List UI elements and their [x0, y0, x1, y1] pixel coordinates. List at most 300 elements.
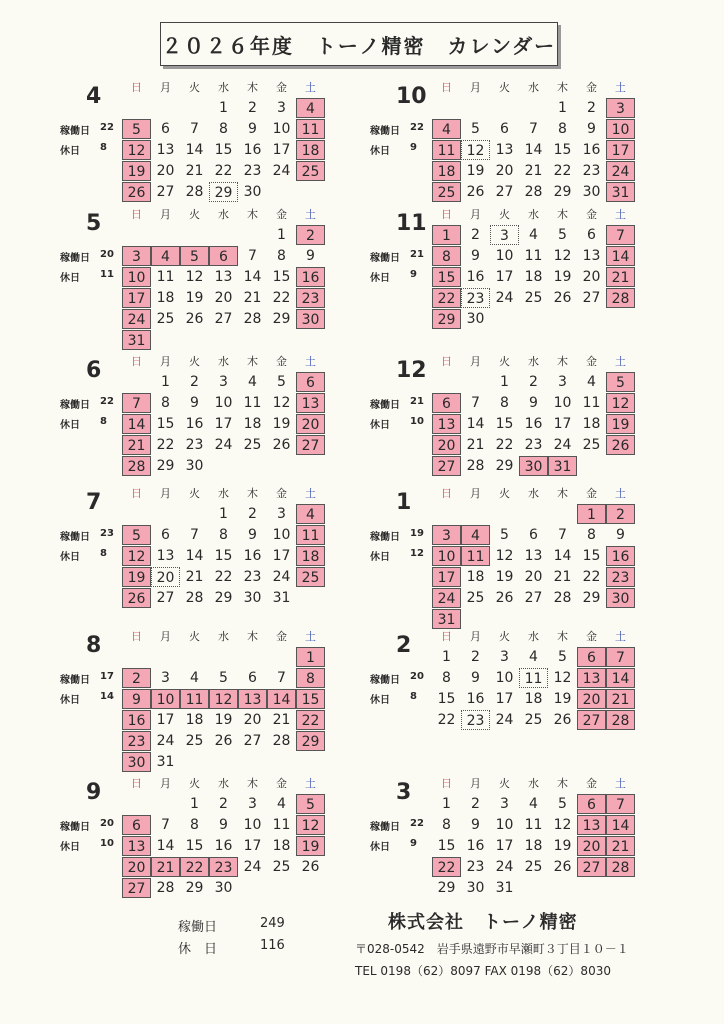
day-cell: 5: [558, 227, 567, 243]
holiday-cell: 28: [606, 288, 635, 308]
day-cell: 16: [466, 269, 485, 285]
month-number: 5: [86, 211, 102, 236]
weekday-label: 木: [557, 81, 568, 94]
holiday-cell: 19: [122, 161, 151, 181]
day-cell: 31: [495, 880, 514, 896]
work-days-value: 17: [100, 671, 114, 682]
day-cell: 29: [437, 880, 456, 896]
weekday-label: 日: [441, 487, 452, 500]
day-cell: 4: [277, 796, 286, 812]
off-days-label: 休日: [370, 146, 390, 157]
day-cell: 7: [248, 248, 257, 264]
day-cell: 13: [214, 269, 233, 285]
holiday-cell: 27: [432, 456, 461, 476]
holiday-cell: 13: [432, 414, 461, 434]
day-cell: 18: [582, 416, 601, 432]
work-days-value: 21: [410, 249, 424, 260]
weekday-label: 金: [586, 208, 597, 221]
day-cell: 13: [524, 548, 543, 564]
holiday-cell: 1: [577, 504, 606, 524]
holiday-cell: 31: [548, 456, 577, 476]
day-cell: 4: [248, 374, 257, 390]
day-cell: 14: [524, 142, 543, 158]
day-cell: 16: [214, 838, 233, 854]
holiday-cell: 6: [209, 246, 238, 266]
day-cell: 24: [495, 290, 514, 306]
off-days-label: 休日: [60, 273, 80, 284]
work-days-stat: [60, 528, 124, 543]
off-days-stat: [60, 416, 124, 431]
day-cell: 24: [243, 859, 262, 875]
off-days-label: 休日: [60, 695, 80, 706]
day-cell: 26: [185, 311, 204, 327]
weekday-label: 土: [615, 208, 626, 221]
weekday-label: 土: [615, 630, 626, 643]
day-cell: 24: [272, 569, 291, 585]
weekday-label: 火: [499, 777, 510, 790]
day-cell: 30: [243, 590, 262, 606]
day-cell: 15: [553, 142, 572, 158]
month-number: 6: [86, 358, 102, 383]
weekday-label: 土: [305, 208, 316, 221]
day-cell: 10: [495, 670, 514, 686]
holiday-cell: 22: [180, 857, 209, 877]
off-days-stat: [370, 416, 434, 431]
day-cell: 25: [524, 859, 543, 875]
holiday-cell: 20: [577, 836, 606, 856]
holiday-cell: 7: [606, 794, 635, 814]
day-cell: 20: [495, 163, 514, 179]
work-days-label: 稼働日: [60, 532, 90, 543]
day-cell: 8: [442, 670, 451, 686]
day-cell: 25: [156, 311, 175, 327]
off-days-stat: [370, 838, 434, 853]
holiday-cell: 12: [209, 689, 238, 709]
day-cell: 23: [243, 163, 262, 179]
day-cell: 9: [190, 395, 199, 411]
day-cell: 1: [558, 100, 567, 116]
day-cell: 24: [553, 437, 572, 453]
holiday-cell: 25: [296, 161, 325, 181]
holiday-cell: 12: [296, 815, 325, 835]
work-days-label: 稼働日: [60, 675, 90, 686]
holiday-cell: 20: [122, 857, 151, 877]
weekday-label: 水: [528, 777, 539, 790]
day-cell: 30: [185, 458, 204, 474]
day-cell: 7: [471, 395, 480, 411]
weekday-label: 金: [586, 355, 597, 368]
weekday-label: 土: [615, 81, 626, 94]
day-cell: 29: [582, 590, 601, 606]
holiday-cell: 23: [209, 857, 238, 877]
holiday-cell: 22: [296, 710, 325, 730]
holiday-cell: 2: [122, 668, 151, 688]
holiday-cell: 20: [296, 414, 325, 434]
weekday-label: 月: [160, 208, 171, 221]
day-cell: 18: [466, 569, 485, 585]
holiday-cell: 18: [296, 546, 325, 566]
holiday-cell: 14: [606, 246, 635, 266]
holiday-cell: 23: [296, 288, 325, 308]
off-days-stat: [370, 142, 434, 157]
day-cell: 3: [248, 796, 257, 812]
weekday-label: 火: [189, 777, 200, 790]
off-days-label: 休日: [60, 146, 80, 157]
holiday-cell: 27: [122, 878, 151, 898]
holiday-cell: 5: [606, 372, 635, 392]
holiday-cell: 2: [296, 225, 325, 245]
day-cell: 1: [161, 374, 170, 390]
work-days-stat: [60, 249, 124, 264]
day-cell: 11: [243, 395, 262, 411]
work-days-value: 22: [410, 818, 424, 829]
day-cell: 10: [553, 395, 572, 411]
weekday-label: 月: [470, 630, 481, 643]
holiday-cell: 7: [606, 647, 635, 667]
off-days-value: 11: [100, 269, 114, 280]
month-number: 7: [86, 490, 102, 515]
day-cell: 8: [558, 121, 567, 137]
day-cell: 29: [495, 458, 514, 474]
day-cell: 6: [529, 527, 538, 543]
work-days-label: 稼働日: [60, 126, 90, 137]
day-cell: 13: [156, 142, 175, 158]
day-cell: 17: [553, 416, 572, 432]
weekday-label: 金: [276, 630, 287, 643]
holiday-cell: 26: [122, 182, 151, 202]
holiday-cell: 6: [577, 647, 606, 667]
day-cell: 24: [272, 163, 291, 179]
day-cell: 2: [248, 100, 257, 116]
day-cell: 7: [190, 527, 199, 543]
day-cell: 4: [587, 374, 596, 390]
day-cell: 30: [466, 311, 485, 327]
weekday-label: 土: [615, 355, 626, 368]
weekday-label: 金: [586, 630, 597, 643]
work-days-value: 22: [100, 396, 114, 407]
holiday-cell: 30: [606, 588, 635, 608]
day-cell: 16: [243, 142, 262, 158]
weekday-label: 月: [160, 487, 171, 500]
day-cell: 25: [582, 437, 601, 453]
holiday-cell: 22: [432, 288, 461, 308]
day-cell: 1: [219, 506, 228, 522]
weekday-label: 火: [499, 630, 510, 643]
day-cell: 12: [495, 548, 514, 564]
weekday-label: 水: [218, 630, 229, 643]
work-days-value: 20: [100, 249, 114, 260]
day-cell: 21: [553, 569, 572, 585]
day-cell: 11: [156, 269, 175, 285]
weekday-label: 火: [499, 487, 510, 500]
day-cell: 8: [277, 248, 286, 264]
day-cell: 27: [495, 184, 514, 200]
off-days-value: 14: [100, 691, 114, 702]
holiday-cell: 4: [296, 504, 325, 524]
day-cell: 21: [466, 437, 485, 453]
holiday-cell: 27: [296, 435, 325, 455]
work-days-label: 稼働日: [370, 532, 400, 543]
company-tel: TEL 0198（62）8097 FAX 0198（62）8030: [355, 964, 611, 978]
day-cell: 17: [495, 691, 514, 707]
day-cell: 8: [219, 121, 228, 137]
holiday-cell: 29: [432, 309, 461, 329]
off-days-value: 9: [410, 142, 417, 153]
holiday-cell: 27: [577, 710, 606, 730]
day-cell: 28: [156, 880, 175, 896]
weekday-label: 木: [557, 630, 568, 643]
holiday-cell: 4: [296, 98, 325, 118]
day-cell: 21: [272, 712, 291, 728]
work-days-stat: [370, 671, 434, 686]
holiday-cell: 11: [432, 140, 461, 160]
day-cell: 10: [495, 248, 514, 264]
weekday-label: 水: [528, 208, 539, 221]
total-work-value: 249: [260, 916, 285, 931]
day-cell: 7: [190, 121, 199, 137]
day-cell: 5: [471, 121, 480, 137]
holiday-cell: 13: [577, 668, 606, 688]
weekday-label: 月: [470, 487, 481, 500]
day-cell: 24: [495, 859, 514, 875]
day-cell: 23: [243, 569, 262, 585]
day-cell: 22: [553, 163, 572, 179]
holiday-cell: 17: [606, 140, 635, 160]
holiday-cell: 26: [606, 435, 635, 455]
day-cell: 4: [529, 796, 538, 812]
day-cell: 2: [248, 506, 257, 522]
holiday-cell: 21: [606, 836, 635, 856]
day-cell: 21: [524, 163, 543, 179]
holiday-cell: 31: [432, 609, 461, 629]
day-cell: 8: [190, 817, 199, 833]
holiday-cell: 7: [122, 393, 151, 413]
day-cell: 23: [461, 710, 490, 730]
holiday-cell: 17: [432, 567, 461, 587]
off-days-value: 9: [410, 838, 417, 849]
day-cell: 7: [529, 121, 538, 137]
day-cell: 23: [185, 437, 204, 453]
month-number: 11: [396, 211, 427, 236]
holiday-cell: 13: [238, 689, 267, 709]
work-days-stat: [370, 528, 434, 543]
day-cell: 26: [495, 590, 514, 606]
weekday-label: 金: [276, 81, 287, 94]
day-cell: 15: [272, 269, 291, 285]
day-cell: 29: [553, 184, 572, 200]
day-cell: 25: [524, 712, 543, 728]
weekday-label: 月: [160, 777, 171, 790]
day-cell: 28: [185, 590, 204, 606]
day-cell: 6: [161, 121, 170, 137]
day-cell: 2: [190, 374, 199, 390]
month-number: 10: [396, 84, 427, 109]
off-days-value: 8: [410, 691, 417, 702]
weekday-label: 水: [528, 355, 539, 368]
day-cell: 9: [471, 248, 480, 264]
holiday-cell: 6: [122, 815, 151, 835]
day-cell: 28: [243, 311, 262, 327]
work-days-stat: [60, 396, 124, 411]
day-cell: 10: [243, 817, 262, 833]
day-cell: 29: [214, 590, 233, 606]
day-cell: 17: [156, 712, 175, 728]
holiday-cell: 31: [606, 182, 635, 202]
holiday-cell: 7: [606, 225, 635, 245]
holiday-cell: 23: [122, 731, 151, 751]
weekday-label: 月: [470, 777, 481, 790]
day-cell: 2: [471, 227, 480, 243]
holiday-cell: 3: [432, 525, 461, 545]
weekday-label: 火: [189, 487, 200, 500]
day-cell: 8: [587, 527, 596, 543]
work-days-stat: [370, 818, 434, 833]
day-cell: 28: [524, 184, 543, 200]
day-cell: 19: [185, 290, 204, 306]
work-days-label: 稼働日: [60, 822, 90, 833]
off-days-stat: [60, 548, 124, 563]
holiday-cell: 29: [296, 731, 325, 751]
day-cell: 8: [219, 527, 228, 543]
day-cell: 16: [582, 142, 601, 158]
work-days-value: 21: [410, 396, 424, 407]
holiday-cell: 22: [432, 857, 461, 877]
day-cell: 29: [156, 458, 175, 474]
month-number: 2: [396, 633, 412, 658]
day-cell: 12: [553, 248, 572, 264]
weekday-label: 水: [218, 777, 229, 790]
month-number: 9: [86, 780, 102, 805]
day-cell: 29: [272, 311, 291, 327]
weekday-label: 金: [276, 208, 287, 221]
holiday-cell: 23: [606, 567, 635, 587]
holiday-cell: 25: [296, 567, 325, 587]
weekday-label: 日: [441, 355, 452, 368]
day-cell: 28: [466, 458, 485, 474]
day-cell: 15: [156, 416, 175, 432]
day-cell: 18: [524, 691, 543, 707]
day-cell: 18: [272, 838, 291, 854]
holiday-cell: 21: [606, 689, 635, 709]
day-cell: 27: [156, 184, 175, 200]
day-cell: 27: [214, 311, 233, 327]
off-days-value: 10: [100, 838, 114, 849]
weekday-label: 日: [131, 777, 142, 790]
work-days-stat: [60, 122, 124, 137]
work-days-label: 稼働日: [370, 675, 400, 686]
holiday-cell: 13: [122, 836, 151, 856]
day-cell: 15: [214, 142, 233, 158]
day-cell: 25: [466, 590, 485, 606]
day-cell: 28: [272, 733, 291, 749]
month-number: 3: [396, 780, 412, 805]
day-cell: 3: [500, 649, 509, 665]
holiday-cell: 10: [432, 546, 461, 566]
day-cell: 20: [582, 269, 601, 285]
weekday-label: 木: [247, 487, 258, 500]
day-cell: 24: [495, 712, 514, 728]
day-cell: 16: [243, 548, 262, 564]
holiday-cell: 12: [122, 140, 151, 160]
holiday-cell: 18: [296, 140, 325, 160]
weekday-label: 土: [305, 355, 316, 368]
day-cell: 16: [466, 838, 485, 854]
work-days-stat: [60, 818, 124, 833]
day-cell: 23: [461, 288, 490, 308]
weekday-label: 月: [470, 208, 481, 221]
day-cell: 26: [301, 859, 320, 875]
total-off-value: 116: [260, 938, 285, 953]
holiday-cell: 28: [606, 857, 635, 877]
weekday-label: 土: [305, 487, 316, 500]
holiday-cell: 1: [432, 225, 461, 245]
holiday-cell: 19: [122, 567, 151, 587]
day-cell: 14: [156, 838, 175, 854]
work-days-value: 23: [100, 528, 114, 539]
day-cell: 28: [553, 590, 572, 606]
weekday-label: 日: [131, 208, 142, 221]
day-cell: 1: [277, 227, 286, 243]
day-cell: 26: [553, 712, 572, 728]
holiday-cell: 12: [606, 393, 635, 413]
day-cell: 10: [272, 121, 291, 137]
day-cell: 22: [214, 569, 233, 585]
day-cell: 30: [466, 880, 485, 896]
weekday-label: 土: [305, 777, 316, 790]
holiday-cell: 19: [606, 414, 635, 434]
day-cell: 15: [437, 691, 456, 707]
day-cell: 8: [161, 395, 170, 411]
day-cell: 3: [500, 796, 509, 812]
holiday-cell: 30: [296, 309, 325, 329]
day-cell: 18: [524, 269, 543, 285]
day-cell: 15: [582, 548, 601, 564]
weekday-label: 日: [441, 777, 452, 790]
holiday-cell: 5: [122, 119, 151, 139]
holiday-cell: 14: [267, 689, 296, 709]
day-cell: 10: [495, 817, 514, 833]
weekday-label: 水: [528, 487, 539, 500]
holiday-cell: 18: [432, 161, 461, 181]
day-cell: 16: [185, 416, 204, 432]
day-cell: 5: [219, 670, 228, 686]
day-cell: 19: [466, 163, 485, 179]
day-cell: 20: [243, 712, 262, 728]
weekday-label: 水: [218, 355, 229, 368]
work-days-label: 稼働日: [370, 253, 400, 264]
day-cell: 17: [214, 416, 233, 432]
weekday-label: 水: [218, 487, 229, 500]
day-cell: 2: [529, 374, 538, 390]
holiday-cell: 30: [519, 456, 548, 476]
day-cell: 3: [490, 225, 519, 245]
holiday-cell: 21: [151, 857, 180, 877]
day-cell: 9: [587, 121, 596, 137]
weekday-label: 金: [586, 777, 597, 790]
off-days-value: 8: [100, 416, 107, 427]
day-cell: 23: [466, 859, 485, 875]
work-days-label: 稼働日: [370, 822, 400, 833]
day-cell: 10: [272, 527, 291, 543]
weekday-label: 日: [441, 630, 452, 643]
day-cell: 16: [466, 691, 485, 707]
day-cell: 19: [495, 569, 514, 585]
total-work-label: 稼働日: [178, 920, 218, 935]
day-cell: 30: [243, 184, 262, 200]
weekday-label: 土: [615, 777, 626, 790]
day-cell: 29: [209, 182, 238, 202]
day-cell: 31: [156, 754, 175, 770]
